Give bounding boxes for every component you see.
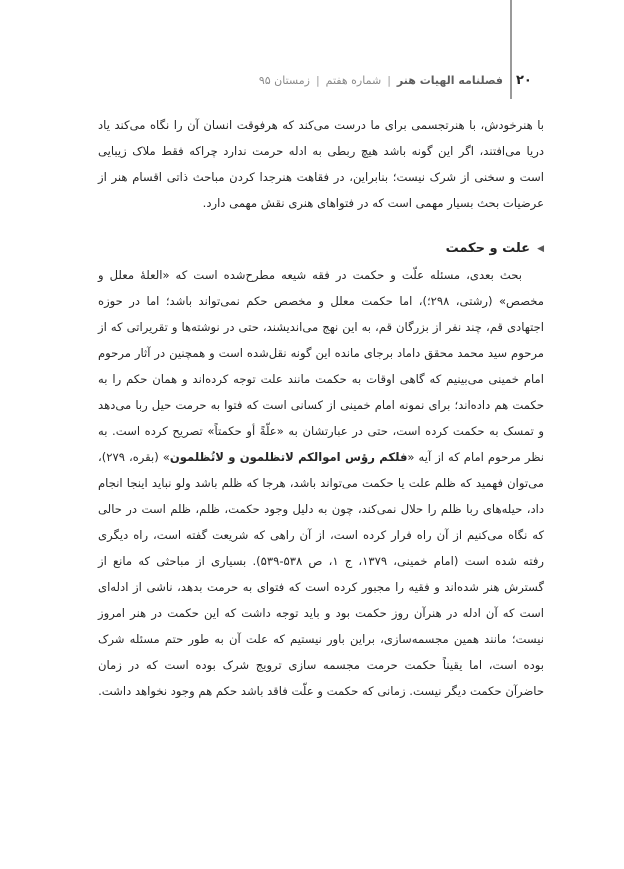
quran-quote: فلکم رؤس اموالکم لاتظلمون و لاتُظلمون — [169, 450, 408, 464]
section-heading — [98, 236, 544, 262]
running-head-separator: | — [315, 74, 320, 87]
paragraph-text: » (بقره، ۲۷۹)، می‌توان فهمید که ظلم علت یا حکمت می‌تواند باشد، هرجا که ظلم باشد ولو نباید اینجا انجام داد، حیله‌های ربا ظلم را حلال نمی‌کند، چون به دلیل وجود حکمت، ظلم، ظلم است در حالی که نگاه می‌کنیم از آن راه فرار کرده است، از آن راهی که شریعت گفته است، راه دیگری رفته شده است (امام خمینی، ۱۳۷۹، ج ۱، ص ۵۳۸-۵۳۹). بسیاری از مباحثی که مانع از گسترش هنر شده‌اند و فقیه را مجبور کرده است که فتوای به حرمت بدهد، ناشی از ادله‌ای است که آن ادله در هنرآن روز حکمت بود و باید توجه داشت که این حکمت در هنر امروز نیست؛ مانند همین مجسمه‌سازی، براین باور نیستیم که علت آن به طور حتم مسئله شرک بوده است، اما یقیناً حکمت حرمت مجسمه سازی ترویج شرک بوده است که در زمان حاضرآن حکمت دیگر نیست. زمانی که حکمت و علّت فاقد باشد حکم هم وجود نخواهد داشت. — [98, 450, 544, 698]
section-title: علت و حکمت — [445, 241, 531, 256]
body-text — [98, 112, 544, 704]
running-head-separator: | — [387, 74, 391, 87]
header-divider-line — [510, 0, 512, 99]
paragraph: با هنرخودش، با هنرتجسمی برای ما درست می‌کند که هرفوقت انسان آن را نگاه می‌کند یاد دریا می‌افتند، اگر این گونه باشد هیچ ربطی به ادله حرمت ندارد چراکه فقط ملاک زیبایی است و سخنی از شرک نیست؛ بنابراین، در فقاهت هنرجدا کردن مباحث ذاتی اقسام هنر از عرضیات بحث بسیار مهمی است که در فتواهای هنری نقش مهمی دارد. — [98, 118, 544, 210]
paragraph — [98, 262, 544, 704]
page-number: ۲۰ — [516, 73, 532, 88]
issue-label: شماره هفتم — [325, 74, 382, 87]
journal-title: فصلنامه الهیات هنر — [396, 74, 503, 87]
page-header — [0, 0, 624, 106]
paragraph-text: بحث بعدی، مسئله علّت و حکمت در فقه شیعه مطرح‌شده است که «العلهٔ معلل و مخصص» (رشتی، ۲۹۸؛)، اما حکمت معلل و مخصص حکم نمی‌تواند باشد؛ اما در حوزه اجتهادی قم، چند نفر از بزرگان قم، به این نهج می‌اندیشند، حتی در نوشته‌ها و تقریراتی که از مرحوم سید محمد محقق داماد برجای مانده این گونه نقل‌شده است و همچنین در آثار مرحوم امام خمینی می‌بینیم که گاهی اوقات به حکمت مانند علت توجه کرده‌اند و همان حکم را به حکمت هم داده‌اند؛ برای نمونه امام خمینی از کسانی است که فتوا به حرمت حیل ربا می‌دهد و تمسک به حکمت کرده است، حتی در عبارتشان به «علّةً أو حکمتاً» تصریح کرده است. به نظر مرحوم امام که از آیه « — [98, 268, 544, 464]
triangle-marker-icon: ◀ — [537, 244, 544, 254]
running-head — [259, 74, 503, 87]
season-label: زمستان ۹۵ — [258, 74, 310, 87]
